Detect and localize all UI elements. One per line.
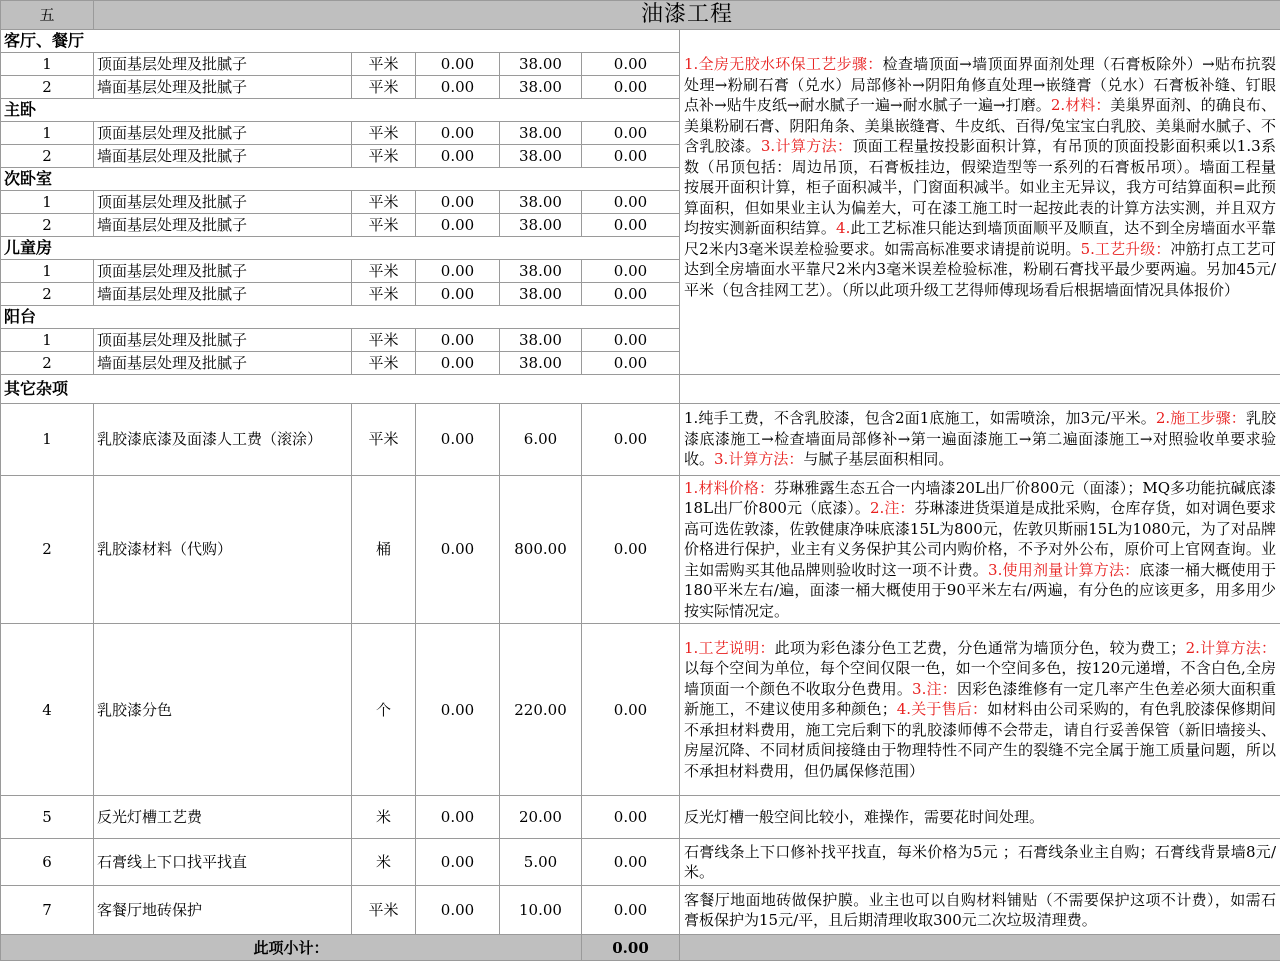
unit-price-cell: 38.00 bbox=[500, 351, 582, 374]
unit-cell: 平米 bbox=[352, 886, 416, 935]
note-highlight: 1.工艺说明： bbox=[684, 638, 775, 657]
unit-price-cell: 38.00 bbox=[500, 213, 582, 236]
row-number: 1 bbox=[1, 190, 94, 213]
quantity-cell: 0.00 bbox=[416, 52, 500, 75]
total-cell: 0.00 bbox=[582, 796, 680, 839]
total-cell: 0.00 bbox=[582, 121, 680, 144]
unit-price-cell: 800.00 bbox=[500, 475, 582, 624]
row-number: 2 bbox=[1, 351, 94, 374]
total-cell: 0.00 bbox=[582, 75, 680, 98]
quantity-cell: 0.00 bbox=[416, 624, 500, 796]
total-cell: 0.00 bbox=[582, 403, 680, 475]
note-text: 因彩色漆维修有一定几率产生色差必须大面积重新施工，不建议使用多种颜色； bbox=[684, 679, 1276, 719]
unit-cell: 平米 bbox=[352, 190, 416, 213]
total-cell: 0.00 bbox=[582, 144, 680, 167]
item-note bbox=[680, 475, 1280, 624]
item-note bbox=[680, 886, 1280, 935]
quantity-cell: 0.00 bbox=[416, 75, 500, 98]
unit-cell: 平米 bbox=[352, 121, 416, 144]
unit-cell: 米 bbox=[352, 839, 416, 886]
total-cell: 0.00 bbox=[582, 52, 680, 75]
section-number: 五 bbox=[1, 1, 94, 30]
quantity-cell: 0.00 bbox=[416, 839, 500, 886]
note-highlight: 3.注： bbox=[912, 679, 957, 698]
note-text: 冲筋打点工艺可达到全房墙面水平靠尺2米内3毫米误差检验标准，粉刷石膏找平最少要两遍。另加45元/平米（包含挂网工艺）。（所以此项升级工艺得师傅现场看后根据墙面情况具体报价） bbox=[684, 239, 1277, 299]
row-number: 1 bbox=[1, 52, 94, 75]
blank-note-cell bbox=[680, 374, 1280, 403]
unit-cell: 平米 bbox=[352, 75, 416, 98]
quantity-cell: 0.00 bbox=[416, 121, 500, 144]
subtotal-value: 0.00 bbox=[582, 935, 680, 961]
note-text: 反光灯槽一般空间比较小，难操作，需要花时间处理。 bbox=[684, 807, 1045, 826]
unit-price-cell: 38.00 bbox=[500, 121, 582, 144]
unit-price-cell: 38.00 bbox=[500, 259, 582, 282]
row-number: 2 bbox=[1, 475, 94, 624]
total-cell: 0.00 bbox=[582, 839, 680, 886]
total-cell: 0.00 bbox=[582, 351, 680, 374]
item-name: 顶面基层处理及批腻子 bbox=[94, 121, 352, 144]
unit-cell: 平米 bbox=[352, 328, 416, 351]
unit-price-cell: 5.00 bbox=[500, 839, 582, 886]
note-text: 芬琳雅露生态五合一内墙漆20L出厂价800元（面漆）；MQ多功能抗碱底漆18L出厂价800元（底漆）。 bbox=[684, 478, 1277, 517]
unit-price-cell: 38.00 bbox=[500, 190, 582, 213]
table-row bbox=[1, 886, 1280, 935]
room-section-label: 次卧室 bbox=[1, 167, 680, 190]
item-name: 墙面基层处理及批腻子 bbox=[94, 75, 352, 98]
note-text: 此工艺标准只能达到墙顶面顺平及顺直，达不到全房墙面水平靠尺2米内3毫米误差检验要求。如需高标准要求请提前说明。 bbox=[684, 219, 1276, 258]
note-text: 检查墙顶面→墙顶面界面剂处理（石膏板除外）→贴布抗裂处理→粉刷石膏（兑水）局部修补→阴阳角修直处理→嵌缝膏（兑水）石膏板补缝、钉眼点补→贴牛皮纸→耐水腻子一遍→耐水腻子一遍→打磨。 bbox=[684, 55, 1277, 114]
note-text: 与腻子基层面积相同。 bbox=[803, 450, 954, 469]
note-text: 芬琳漆进货渠道是成批采购，仓库存货，如对调色要求高可选佐敦漆，佐敦健康净味底漆15L为800元，佐敦贝斯丽15L为1080元，为了对品牌价格进行保护，业主有义务保护其公司内购价格，不予对外公布，原价可上官网查询。业主如需购买其他品牌则验收时这一项不计费。 bbox=[684, 499, 1277, 579]
unit-cell: 平米 bbox=[352, 144, 416, 167]
note-highlight: 1.全房无胶水环保工艺步骤： bbox=[684, 55, 883, 73]
row-number: 1 bbox=[1, 121, 94, 144]
unit-price-cell: 38.00 bbox=[500, 75, 582, 98]
total-cell: 0.00 bbox=[582, 190, 680, 213]
quantity-cell: 0.00 bbox=[416, 190, 500, 213]
other-section-row bbox=[1, 374, 1280, 403]
note-text: 此项为彩色漆分色工艺费，分色通常为墙顶分色，较为费工； bbox=[774, 638, 1186, 657]
item-name: 客餐厅地砖保护 bbox=[94, 886, 352, 935]
note-text: 石膏线条上下口修补找平找直，每米价格为5元 ；石膏线条业主自购；石膏线背景墙8元/米。 bbox=[684, 842, 1277, 881]
room-section-row bbox=[1, 30, 1280, 53]
item-name: 乳胶漆底漆及面漆人工费（滚涂） bbox=[94, 403, 352, 475]
table-row bbox=[1, 624, 1280, 796]
row-number: 2 bbox=[1, 213, 94, 236]
row-number: 2 bbox=[1, 75, 94, 98]
item-name: 顶面基层处理及批腻子 bbox=[94, 190, 352, 213]
item-name: 墙面基层处理及批腻子 bbox=[94, 351, 352, 374]
item-note bbox=[680, 624, 1280, 796]
unit-price-cell: 10.00 bbox=[500, 886, 582, 935]
quantity-cell: 0.00 bbox=[416, 351, 500, 374]
room-section-label: 主卧 bbox=[1, 98, 680, 121]
total-cell: 0.00 bbox=[582, 475, 680, 624]
item-name: 顶面基层处理及批腻子 bbox=[94, 259, 352, 282]
unit-price-cell: 38.00 bbox=[500, 328, 582, 351]
quantity-cell: 0.00 bbox=[416, 259, 500, 282]
note-highlight: 1.材料价格： bbox=[684, 478, 775, 497]
table-row bbox=[1, 475, 1280, 624]
paint-process-note bbox=[680, 30, 1280, 375]
item-name: 乳胶漆分色 bbox=[94, 624, 352, 796]
table-row bbox=[1, 403, 1280, 475]
quantity-cell: 0.00 bbox=[416, 144, 500, 167]
row-number: 6 bbox=[1, 839, 94, 886]
note-highlight: 2.注： bbox=[869, 499, 915, 517]
unit-cell: 平米 bbox=[352, 213, 416, 236]
subtotal-label: 此项小计： bbox=[1, 935, 582, 961]
section-title: 油漆工程 bbox=[94, 1, 1280, 30]
unit-cell: 平米 bbox=[352, 403, 416, 475]
note-text: 1.纯手工费，不含乳胶漆，包含2面1底施工，如需喷涂，加3元/平米。 bbox=[684, 409, 1156, 428]
total-cell: 0.00 bbox=[582, 624, 680, 796]
room-section-label: 儿童房 bbox=[1, 236, 680, 259]
unit-price-cell: 38.00 bbox=[500, 52, 582, 75]
unit-cell: 桶 bbox=[352, 475, 416, 624]
row-number: 7 bbox=[1, 886, 94, 935]
total-cell: 0.00 bbox=[582, 282, 680, 305]
quantity-cell: 0.00 bbox=[416, 213, 500, 236]
item-name: 墙面基层处理及批腻子 bbox=[94, 282, 352, 305]
table-row bbox=[1, 839, 1280, 886]
note-text: 底漆一桶大概使用于180平米左右/遍，面漆一桶大概使用于90平米左右/两遍，有分色的应该更多，用多用少按实际情况定。 bbox=[684, 560, 1277, 620]
unit-cell: 平米 bbox=[352, 351, 416, 374]
total-cell: 0.00 bbox=[582, 213, 680, 236]
item-name: 石膏线上下口找平找直 bbox=[94, 839, 352, 886]
note-text: 以每个空间为单位，每个空间仅限一色，如一个空间多色，按120元递增，不含白色,全房墙顶面一个颜色不收取分色费用。 bbox=[684, 659, 1277, 698]
quantity-cell: 0.00 bbox=[416, 282, 500, 305]
other-section-label: 其它杂项 bbox=[1, 374, 680, 403]
note-highlight: 2.材料： bbox=[1050, 96, 1111, 114]
note-text: 乳胶漆底漆施工→检查墙面局部修补→第一遍面漆施工→第二遍面漆施工→对照验收单要求验收。 bbox=[684, 409, 1277, 469]
quantity-cell: 0.00 bbox=[416, 403, 500, 475]
unit-cell: 个 bbox=[352, 624, 416, 796]
note-text: 客餐厅地面地砖做保护膜。业主也可以自购材料铺贴（不需要保护这项不计费），如需石膏板保护为15元/平，且后期清理收取300元二次垃圾清理费。 bbox=[684, 890, 1277, 929]
item-name: 顶面基层处理及批腻子 bbox=[94, 52, 352, 75]
item-note bbox=[680, 796, 1280, 839]
row-number: 1 bbox=[1, 328, 94, 351]
item-name: 墙面基层处理及批腻子 bbox=[94, 213, 352, 236]
row-number: 1 bbox=[1, 403, 94, 475]
note-highlight: 3.使用剂量计算方法： bbox=[988, 560, 1140, 579]
row-number: 4 bbox=[1, 624, 94, 796]
unit-cell: 平米 bbox=[352, 282, 416, 305]
table-row bbox=[1, 796, 1280, 839]
item-name: 顶面基层处理及批腻子 bbox=[94, 328, 352, 351]
item-note bbox=[680, 839, 1280, 886]
note-text: 美巢界面剂、的确良布、美巢粉刷石膏、阴阳角条、美巢嵌缝膏、牛皮纸、百得/兔宝宝白乳胶、美巢耐水腻子、不含乳胶漆。 bbox=[684, 96, 1277, 155]
subtotal-row bbox=[1, 935, 1280, 961]
note-text: 如材料由公司采购的，有色乳胶漆保修期间不承担材料费用，施工完后剩下的乳胶漆师傅不会带走，请自行妥善保管（新旧墙接头、房屋沉降、不同材质间接缝由于物理特性不同产生的裂缝不完全属于施工质量问题，所以不承担材料费用，但仍属保修范围） bbox=[684, 700, 1277, 780]
quantity-cell: 0.00 bbox=[416, 796, 500, 839]
row-number: 1 bbox=[1, 259, 94, 282]
row-number: 2 bbox=[1, 144, 94, 167]
room-section-label: 阳台 bbox=[1, 305, 680, 328]
unit-price-cell: 38.00 bbox=[500, 282, 582, 305]
item-name: 墙面基层处理及批腻子 bbox=[94, 144, 352, 167]
unit-cell: 平米 bbox=[352, 259, 416, 282]
note-highlight: 4. bbox=[836, 219, 851, 237]
row-number: 2 bbox=[1, 282, 94, 305]
note-highlight: 2.计算方法： bbox=[1185, 638, 1277, 657]
unit-price-cell: 20.00 bbox=[500, 796, 582, 839]
header-row bbox=[1, 1, 1280, 30]
note-highlight: 4.关于售后： bbox=[896, 700, 988, 719]
item-note bbox=[680, 403, 1280, 475]
note-text: 顶面工程量按投影面积计算，有吊顶的顶面投影面积乘以1.3系数（吊顶包括：周边吊顶，石膏板挂边，假梁造型等一系列的石膏板吊项）。墙面工程量按展开面积计算，柜子面积减半，门窗面积减半。如业主无异议，我方可结算面积=此预算面积，但如果业主认为偏差大，可在漆工施工时一起按此表的计算方法实测，并且双方均按实测新面积结算。 bbox=[684, 137, 1277, 237]
item-name: 反光灯槽工艺费 bbox=[94, 796, 352, 839]
room-section-label: 客厅、餐厅 bbox=[1, 30, 680, 53]
unit-price-cell: 220.00 bbox=[500, 624, 582, 796]
quantity-cell: 0.00 bbox=[416, 886, 500, 935]
row-number: 5 bbox=[1, 796, 94, 839]
note-highlight: 2.施工步骤： bbox=[1155, 409, 1246, 428]
unit-price-cell: 6.00 bbox=[500, 403, 582, 475]
item-name: 乳胶漆材料（代购） bbox=[94, 475, 352, 624]
quantity-cell: 0.00 bbox=[416, 328, 500, 351]
unit-cell: 平米 bbox=[352, 52, 416, 75]
unit-cell: 米 bbox=[352, 796, 416, 839]
unit-price-cell: 38.00 bbox=[500, 144, 582, 167]
note-highlight: 5.工艺升级： bbox=[1080, 239, 1171, 258]
total-cell: 0.00 bbox=[582, 886, 680, 935]
note-highlight: 3.计算方法： bbox=[714, 450, 804, 469]
total-cell: 0.00 bbox=[582, 328, 680, 351]
subtotal-blank bbox=[680, 935, 1280, 961]
total-cell: 0.00 bbox=[582, 259, 680, 282]
quantity-cell: 0.00 bbox=[416, 475, 500, 624]
note-highlight: 3.计算方法： bbox=[760, 137, 853, 155]
